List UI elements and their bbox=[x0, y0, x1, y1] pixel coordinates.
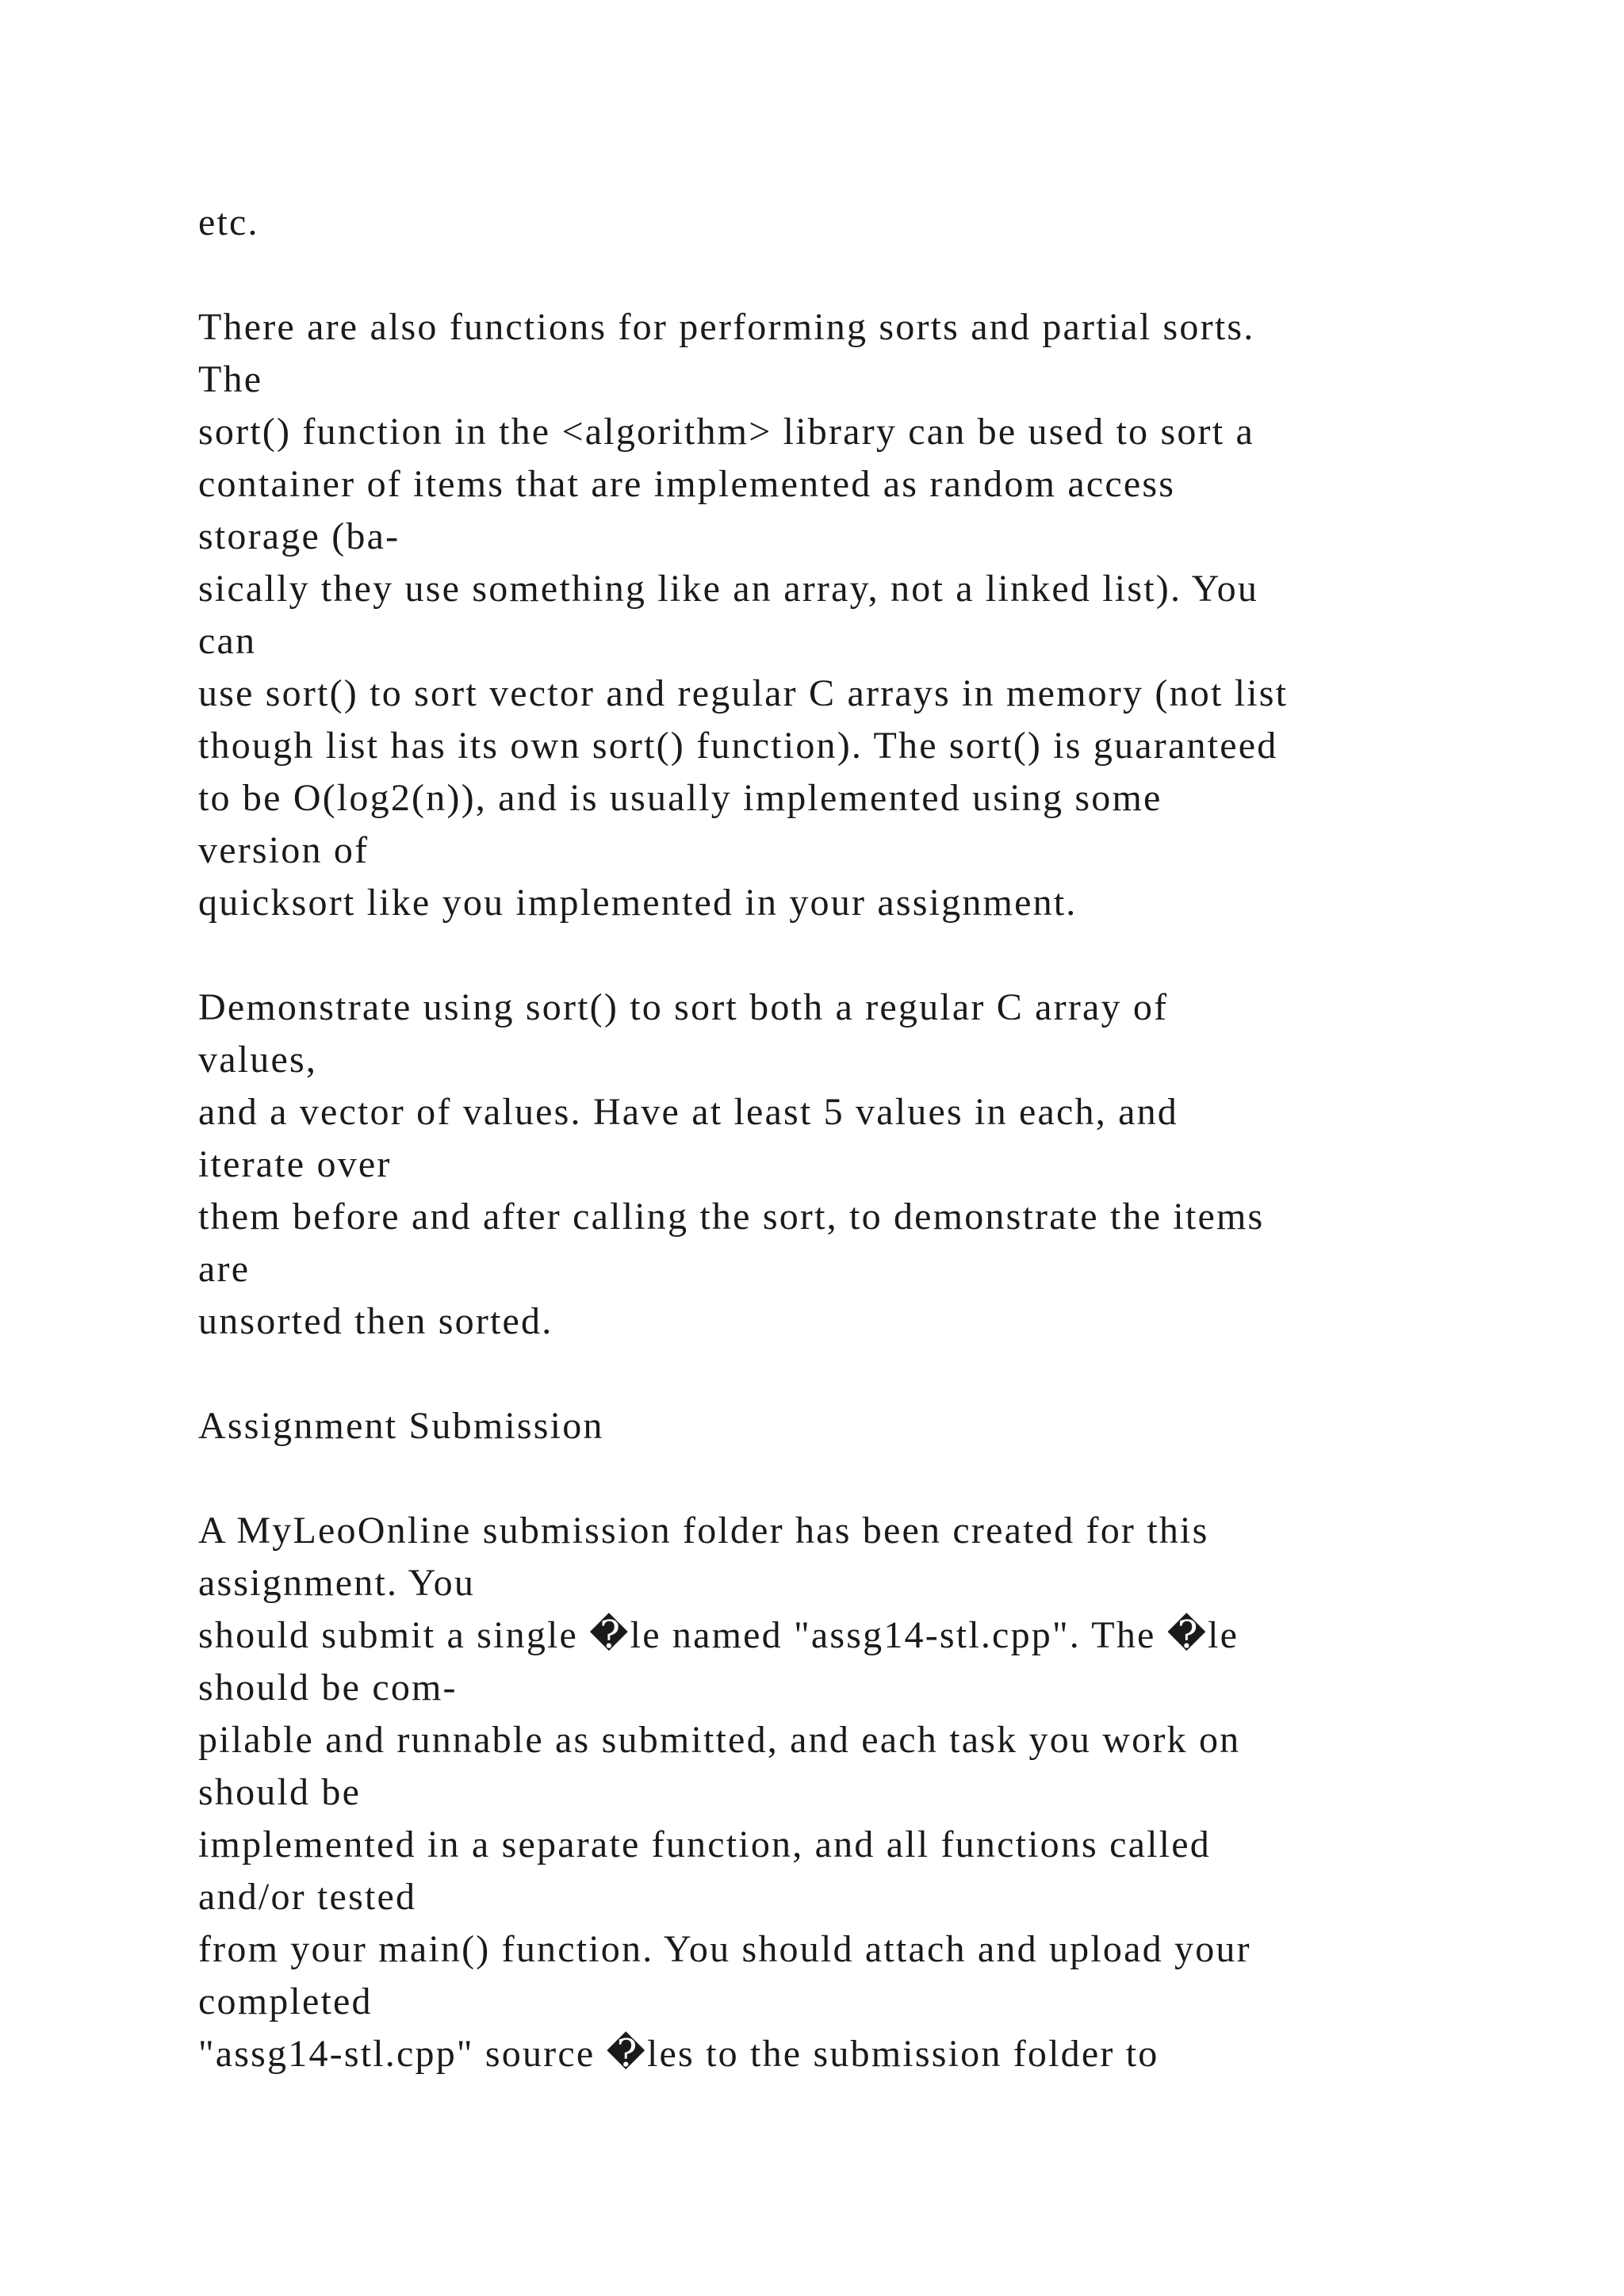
text-line: though list has its own sort() function). The sort() is guaranteed bbox=[198, 725, 1278, 767]
text-line: values, bbox=[198, 1039, 318, 1081]
text-line: and/or tested bbox=[198, 1876, 417, 1918]
blank-line bbox=[198, 1452, 1546, 1505]
text-line: from your main() function. You should attach and upload your bbox=[198, 1928, 1251, 1970]
blank-line bbox=[198, 1348, 1546, 1400]
blank-line bbox=[198, 929, 1546, 982]
text-line: and a vector of values. Have at least 5 values in each, and bbox=[198, 1091, 1179, 1133]
text-line: can bbox=[198, 620, 257, 662]
text-line: "assg14-stl.cpp" source �les to the submission folder to bbox=[198, 2033, 1159, 2075]
blank-line bbox=[198, 249, 1546, 301]
text-line: unsorted then sorted. bbox=[198, 1300, 553, 1342]
text-line: completed bbox=[198, 1980, 373, 2022]
text-line: There are also functions for performing sorts and partial sorts. bbox=[198, 306, 1255, 348]
text-line: should be bbox=[198, 1771, 362, 1813]
text-line: should be com- bbox=[198, 1667, 458, 1709]
text-line: etc. bbox=[198, 201, 259, 243]
text-line: iterate over bbox=[198, 1143, 392, 1185]
text-line: sort() function in the <algorithm> library can be used to sort a bbox=[198, 411, 1254, 453]
text-line: pilable and runnable as submitted, and each task you work on bbox=[198, 1719, 1241, 1761]
text-line: Demonstrate using sort() to sort both a regular C array of bbox=[198, 986, 1169, 1028]
text-line: them before and after calling the sort, to demonstrate the items bbox=[198, 1196, 1265, 1238]
text-line: assignment. You bbox=[198, 1562, 476, 1604]
text-line: should submit a single �le named "assg14-stl.cpp". The �le bbox=[198, 1614, 1239, 1656]
text-line: A MyLeoOnline submission folder has been created for this bbox=[198, 1510, 1209, 1552]
section-heading: Assignment Submission bbox=[198, 1405, 604, 1447]
text-line: The bbox=[198, 358, 263, 400]
document-body bbox=[198, 197, 1546, 2080]
text-line: storage (ba- bbox=[198, 515, 400, 557]
text-line: container of items that are implemented as random access bbox=[198, 463, 1176, 505]
text-line: version of bbox=[198, 829, 370, 871]
text-line: implemented in a separate function, and all functions called bbox=[198, 1823, 1211, 1866]
text-line: sically they use something like an array, not a linked list). You bbox=[198, 568, 1259, 610]
text-line: quicksort like you implemented in your assignment. bbox=[198, 882, 1078, 924]
text-line: to be O(log2(n)), and is usually implemented using some bbox=[198, 777, 1162, 819]
text-line: use sort() to sort vector and regular C arrays in memory (not list bbox=[198, 672, 1289, 714]
text-line: are bbox=[198, 1248, 251, 1290]
